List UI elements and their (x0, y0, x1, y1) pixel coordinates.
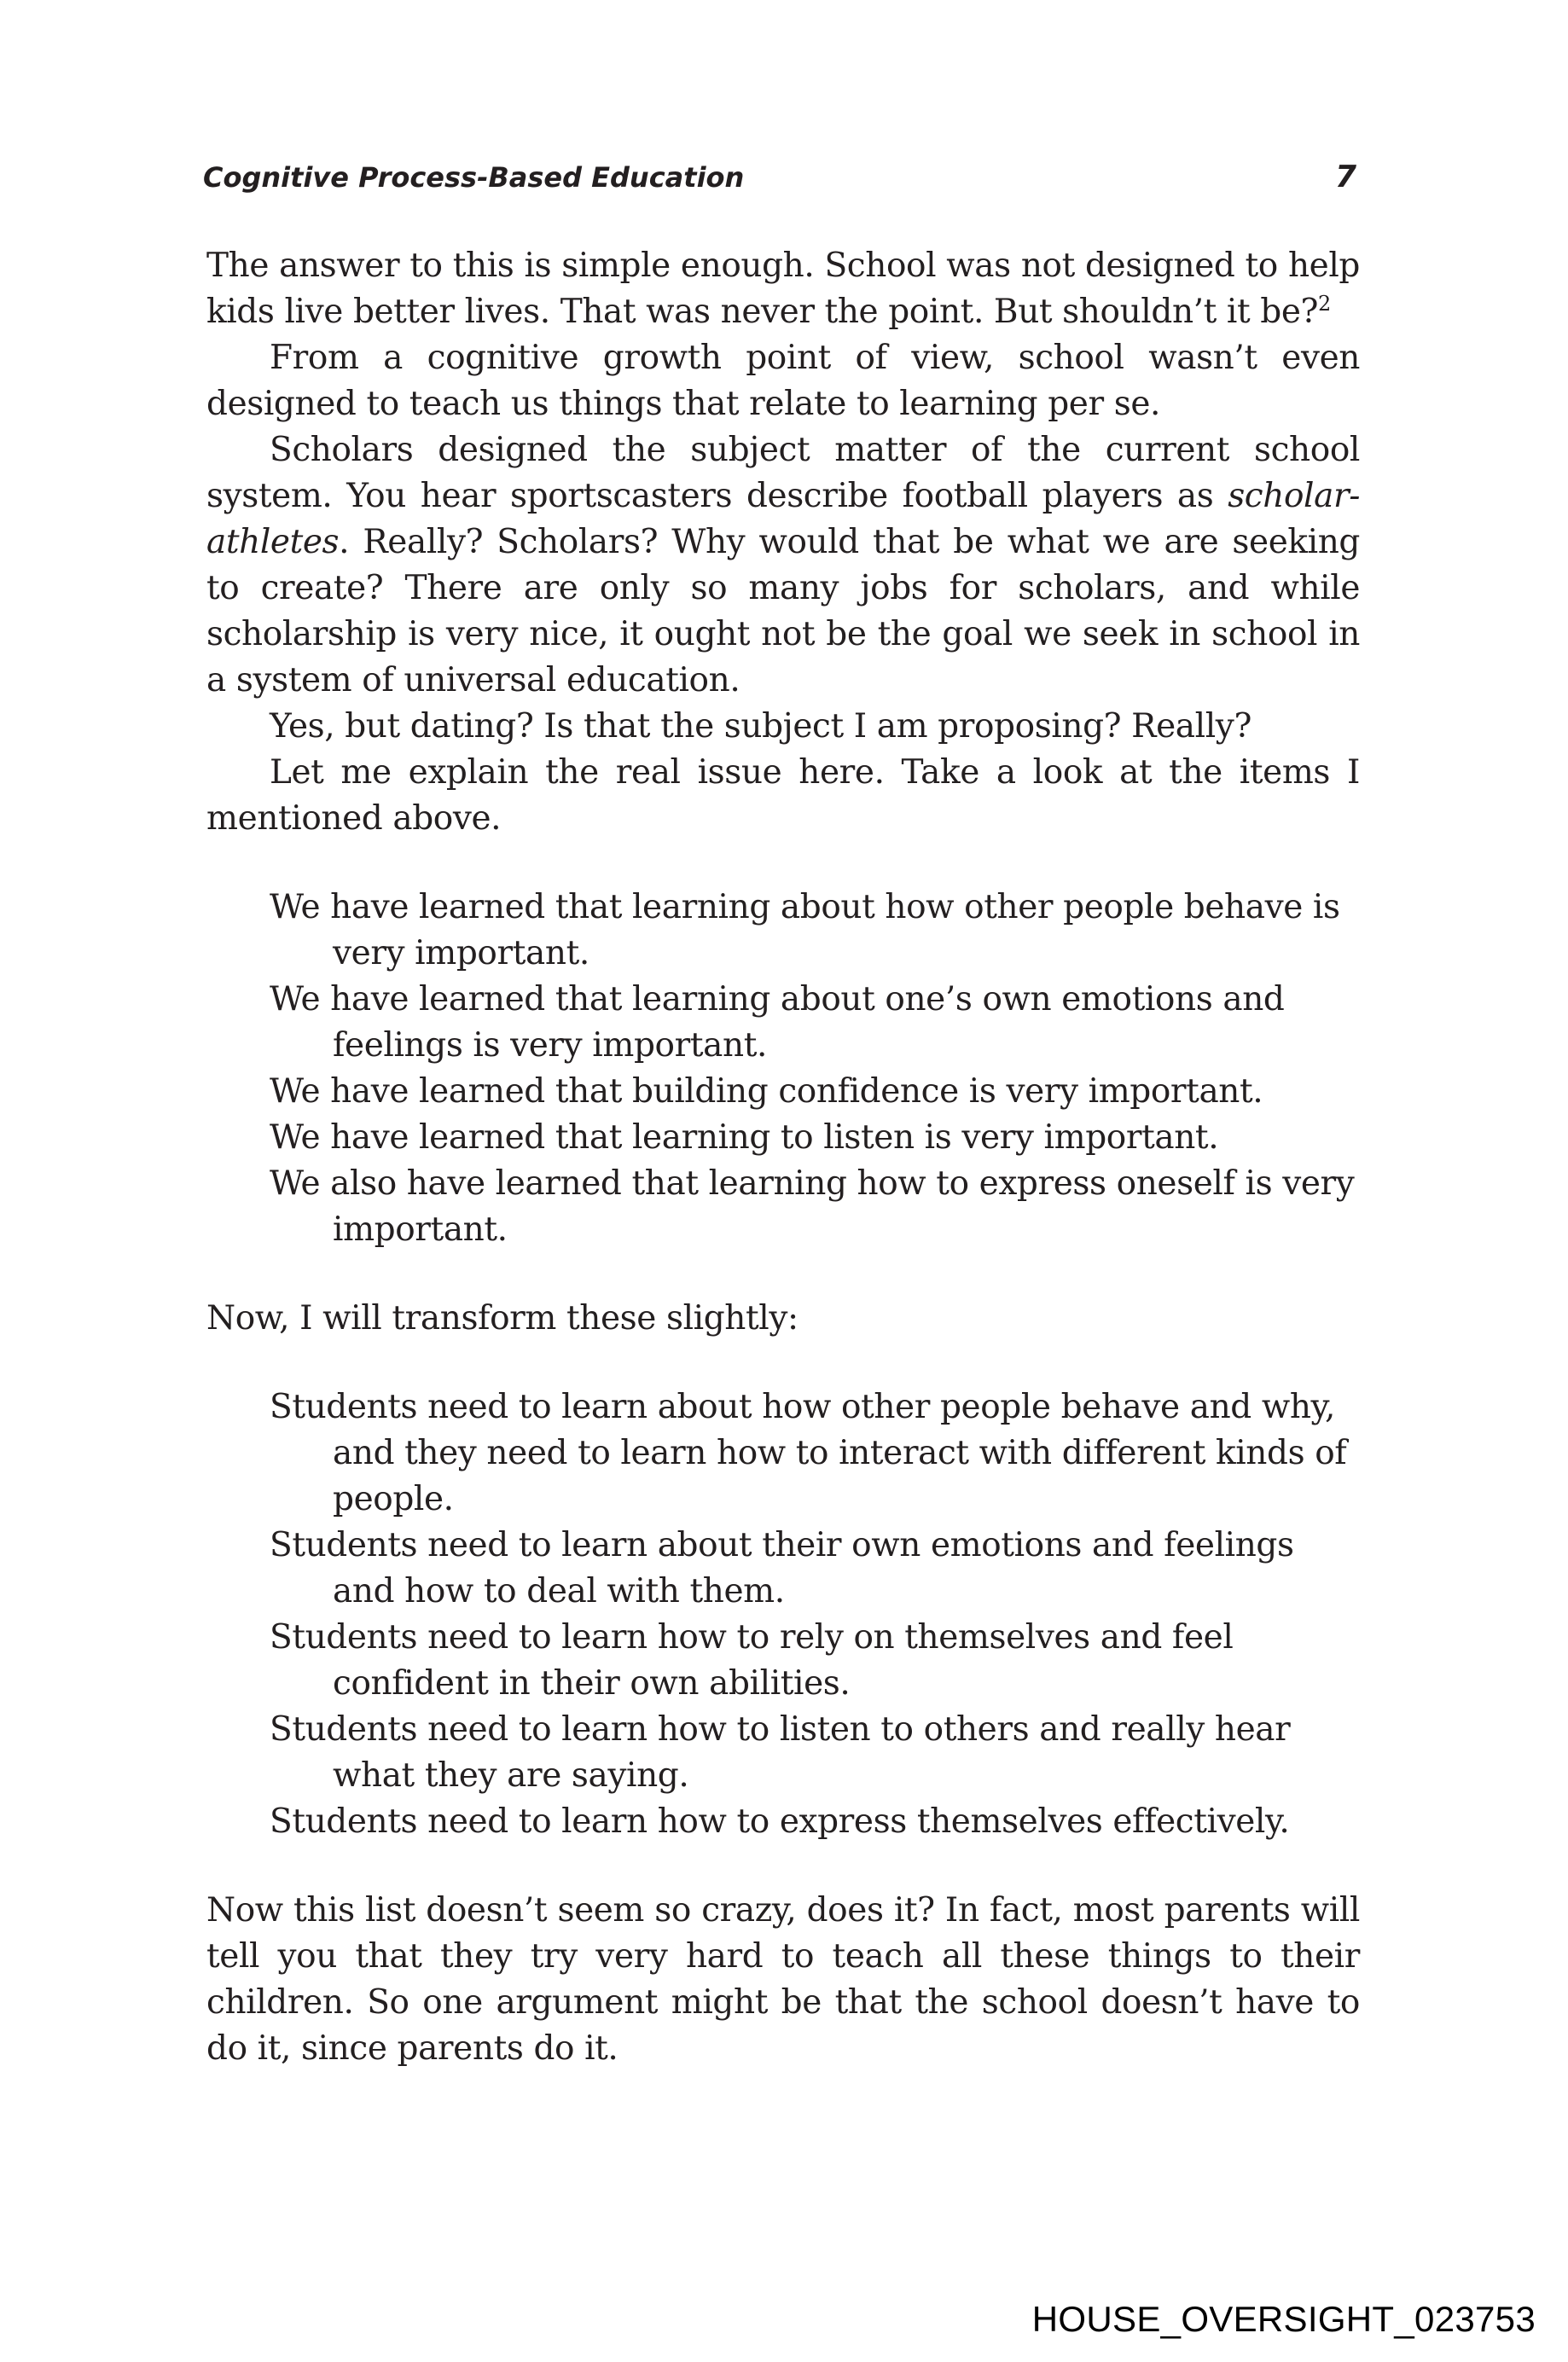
learned-list (206, 885, 1360, 1253)
students-list (206, 1384, 1360, 1845)
list-item: Students need to learn how to rely on themselves and feel confident in their own abilities. (270, 1618, 1234, 1703)
footnote-marker: 2 (1318, 292, 1331, 316)
list-item: We also have learned that learning how to express oneself is very important. (270, 1164, 1355, 1249)
list-item: We have learned that learning to listen is very important. (270, 1118, 1219, 1157)
paragraph-1 (206, 243, 1360, 335)
spacer (206, 1342, 1360, 1384)
paragraph-3-text-before: Scholars designed the subject matter of the current school system. You hear sportscasters describe football players as (206, 431, 1360, 515)
spacer (206, 1253, 1360, 1296)
list-item: We have learned that learning about how other people behave is very important. (270, 888, 1340, 972)
italic-term: scholar-athletes (206, 477, 1360, 561)
list-item: We have learned that learning about one’s own emotions and feelings is very important. (270, 980, 1285, 1065)
paragraph-5: Let me explain the real issue here. Take a look at the items I mentioned above. (206, 753, 1360, 838)
running-header (203, 152, 1356, 203)
paragraph-3-text-after: . Really? Scholars? Why would that be what we are seeking to create? There are only so many jobs for scholars, and while scholarship is very nice, it ought not be the goal we seek in school in a system of universal education. (206, 523, 1360, 699)
book-title: Cognitive Process-Based Education (203, 161, 745, 194)
bates-number: HOUSE_OVERSIGHT_023753 (1031, 2299, 1536, 2339)
paragraph-7: Now this list doesn’t seem so crazy, does it? In fact, most parents will tell you that they try very hard to teach all these things to their children. So one argument might be that the school doesn’t have to do it, since parents do it. (206, 1891, 1360, 2068)
list-item: Students need to learn about how other people behave and why, and they need to learn how to interact with different kinds of people. (270, 1388, 1347, 1518)
list-item: We have learned that building confidence is very important. (270, 1072, 1263, 1111)
spacer (206, 842, 1360, 885)
paragraph-3 (206, 427, 1360, 704)
list-item: Students need to learn how to express themselves effectively. (270, 1802, 1290, 1841)
spacer (206, 1845, 1360, 1888)
list-item: Students need to learn about their own emotions and feelings and how to deal with them. (270, 1526, 1294, 1610)
paragraph-2: From a cognitive growth point of view, school wasn’t even designed to teach us things that relate to learning per se. (206, 339, 1360, 423)
page-number: 7 (1334, 160, 1356, 194)
body-text (206, 243, 1360, 2072)
list-item: Students need to learn how to listen to others and really hear what they are saying. (270, 1710, 1291, 1795)
paragraph-6: Now, I will transform these slightly: (206, 1299, 799, 1338)
paragraph-4: Yes, but dating? Is that the subject I am proposing? Really? (270, 707, 1251, 746)
paragraph-1-text: The answer to this is simple enough. School was not designed to help kids live better lives. That was never the point. But shouldn’t it be? (206, 247, 1360, 331)
